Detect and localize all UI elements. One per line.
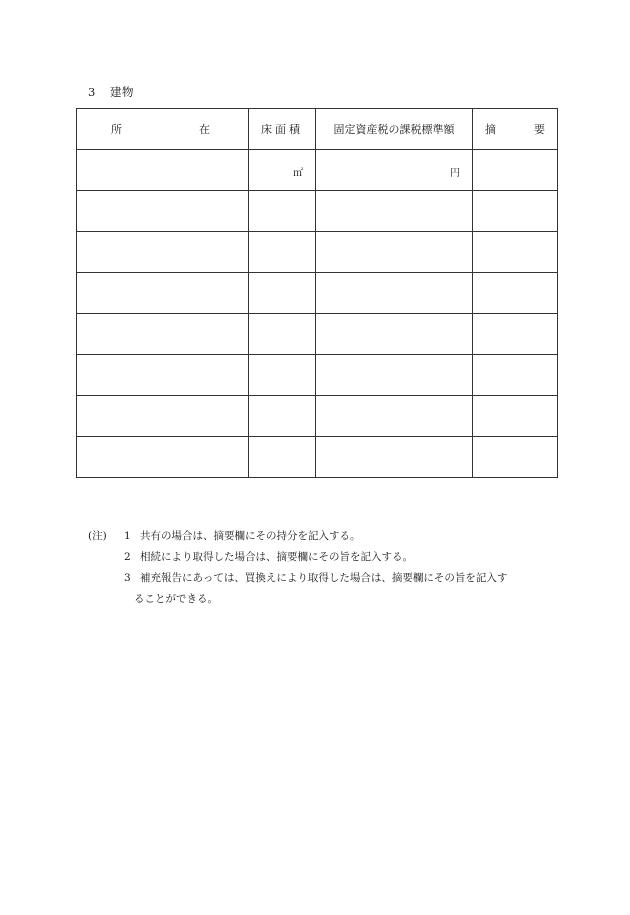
tax-base-cell[interactable] (316, 314, 473, 355)
header-location-part2: 在 (199, 123, 210, 136)
tax-base-cell[interactable] (316, 273, 473, 314)
note-text: 相続により取得した場合は、摘要欄にその旨を記入する。 (140, 551, 413, 563)
table-row (77, 232, 558, 273)
note-item (88, 526, 580, 547)
header-remarks (473, 109, 558, 150)
remarks-cell[interactable] (473, 232, 558, 273)
notes-prefix: (注) (88, 530, 107, 542)
tax-base-cell[interactable] (316, 191, 473, 232)
header-location-part1: 所 (111, 123, 122, 136)
table-row (77, 314, 558, 355)
note-item (88, 547, 580, 568)
floor-area-cell[interactable] (249, 232, 316, 273)
table-row (77, 355, 558, 396)
table-header-row (77, 109, 558, 150)
note-number: 1 (124, 530, 131, 542)
note-item (88, 568, 580, 589)
remarks-cell[interactable] (473, 396, 558, 437)
tax-base-cell[interactable] (316, 150, 473, 191)
floor-area-cell[interactable] (249, 396, 316, 437)
location-cell[interactable] (77, 191, 249, 232)
tax-base-cell[interactable] (316, 437, 473, 478)
tax-base-cell[interactable] (316, 396, 473, 437)
floor-area-cell[interactable] (249, 191, 316, 232)
floor-area-cell[interactable] (249, 355, 316, 396)
section-title: 建物 (109, 85, 134, 99)
floor-area-cell[interactable] (249, 150, 316, 191)
tax-base-cell[interactable] (316, 355, 473, 396)
location-cell[interactable] (77, 273, 249, 314)
remarks-cell[interactable] (473, 437, 558, 478)
table-row (77, 437, 558, 478)
note-number: 2 (124, 551, 131, 563)
note-text: 共有の場合は、摘要欄にその持分を記入する。 (140, 530, 361, 542)
location-cell[interactable] (77, 437, 249, 478)
notes-section (88, 526, 580, 610)
yen-unit: 円 (450, 168, 460, 179)
remarks-cell[interactable] (473, 355, 558, 396)
note-continuation: ることができる。 (134, 593, 218, 605)
location-cell[interactable] (77, 396, 249, 437)
floor-area-cell[interactable] (249, 273, 316, 314)
remarks-cell[interactable] (473, 150, 558, 191)
location-cell[interactable] (77, 232, 249, 273)
header-remarks-part1: 摘 (485, 123, 496, 136)
table-row (77, 150, 558, 191)
floor-area-cell[interactable] (249, 314, 316, 355)
table-row (77, 273, 558, 314)
header-location (77, 109, 249, 150)
location-cell[interactable] (77, 150, 249, 191)
buildings-table (76, 108, 558, 478)
floor-area-cell[interactable] (249, 437, 316, 478)
remarks-cell[interactable] (473, 191, 558, 232)
remarks-cell[interactable] (473, 273, 558, 314)
section-heading (88, 84, 134, 100)
remarks-cell[interactable] (473, 314, 558, 355)
header-floor-area: 床面積 (249, 109, 316, 150)
tax-base-cell[interactable] (316, 232, 473, 273)
note-text: 補充報告にあっては、買換えにより取得した場合は、摘要欄にその旨を記入す (140, 572, 508, 584)
location-cell[interactable] (77, 355, 249, 396)
section-number: 3 (88, 85, 96, 99)
table-row (77, 191, 558, 232)
location-cell[interactable] (77, 314, 249, 355)
table-row (77, 396, 558, 437)
header-remarks-part2: 要 (534, 123, 545, 136)
area-unit: ㎡ (293, 168, 303, 179)
note-number: 3 (124, 572, 131, 584)
header-tax-base: 固定資産税の課税標準額 (316, 109, 473, 150)
